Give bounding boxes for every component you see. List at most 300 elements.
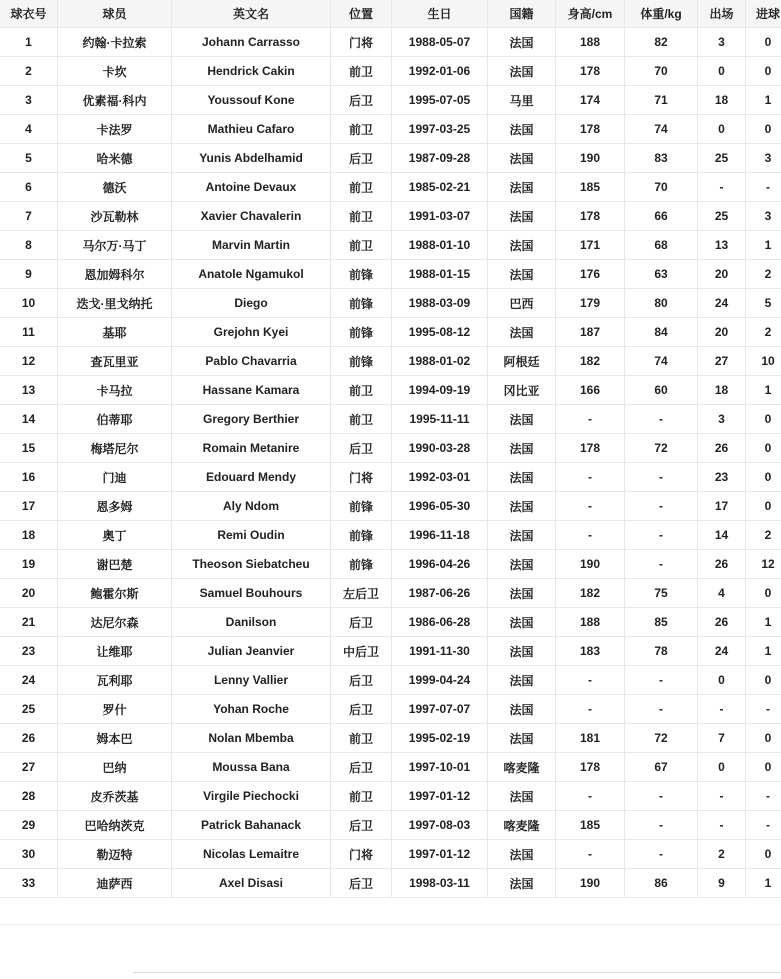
table-cell: 法国 <box>488 405 556 434</box>
column-header-10: 进球 <box>746 0 781 28</box>
table-cell: 18 <box>0 521 58 550</box>
table-cell: 左后卫 <box>331 579 392 608</box>
table-cell: 2 <box>0 57 58 86</box>
table-cell: 26 <box>698 550 746 579</box>
table-cell: - <box>625 492 698 521</box>
table-cell: 前卫 <box>331 376 392 405</box>
footer-divider <box>133 972 781 973</box>
table-row <box>0 579 781 608</box>
table-cell: - <box>698 782 746 811</box>
table-row <box>0 405 781 434</box>
table-cell: 21 <box>0 608 58 637</box>
table-cell: 178 <box>556 434 625 463</box>
table-cell: 法国 <box>488 579 556 608</box>
table-row <box>0 521 781 550</box>
header-row <box>0 0 781 28</box>
table-row <box>0 347 781 376</box>
table-cell: 1996-11-18 <box>392 521 488 550</box>
table-cell: 63 <box>625 260 698 289</box>
table-cell: 3 <box>746 202 781 231</box>
table-cell: 前卫 <box>331 173 392 202</box>
table-cell: 20 <box>698 260 746 289</box>
table-cell: 奥丁 <box>58 521 172 550</box>
table-cell: 前锋 <box>331 550 392 579</box>
table-cell: 2 <box>746 318 781 347</box>
table-cell: 恩多姆 <box>58 492 172 521</box>
table-cell: 27 <box>698 347 746 376</box>
table-cell: 1997-08-03 <box>392 811 488 840</box>
column-header-1: 球衣号 <box>0 0 58 28</box>
table-cell: 0 <box>698 666 746 695</box>
table-cell: - <box>625 811 698 840</box>
table-cell: - <box>698 173 746 202</box>
table-cell: 1986-06-28 <box>392 608 488 637</box>
table-row <box>0 260 781 289</box>
table-cell: 187 <box>556 318 625 347</box>
table-cell: 前卫 <box>331 782 392 811</box>
table-cell: Marvin Martin <box>172 231 331 260</box>
table-cell: 马里 <box>488 86 556 115</box>
table-cell: 17 <box>0 492 58 521</box>
table-cell: 迪萨西 <box>58 869 172 898</box>
table-cell: Pablo Chavarria <box>172 347 331 376</box>
table-cell: 法国 <box>488 144 556 173</box>
table-cell: 1 <box>746 231 781 260</box>
table-cell: 67 <box>625 753 698 782</box>
table-cell: 181 <box>556 724 625 753</box>
table-cell: 法国 <box>488 840 556 869</box>
table-cell: 26 <box>698 608 746 637</box>
table-cell: 前卫 <box>331 231 392 260</box>
table-cell: Yunis Abdelhamid <box>172 144 331 173</box>
table-cell: - <box>556 695 625 724</box>
table-cell: 179 <box>556 289 625 318</box>
table-cell: 25 <box>0 695 58 724</box>
table-cell: Edouard Mendy <box>172 463 331 492</box>
table-cell: 后卫 <box>331 753 392 782</box>
table-cell: - <box>556 463 625 492</box>
table-cell: 70 <box>625 57 698 86</box>
table-cell: 1997-03-25 <box>392 115 488 144</box>
table-cell: 185 <box>556 811 625 840</box>
table-cell: 后卫 <box>331 86 392 115</box>
table-cell: 后卫 <box>331 869 392 898</box>
table-cell: 188 <box>556 608 625 637</box>
table-cell: Remi Oudin <box>172 521 331 550</box>
table-cell: 4 <box>0 115 58 144</box>
table-cell: 12 <box>0 347 58 376</box>
table-row <box>0 666 781 695</box>
table-cell: 0 <box>698 753 746 782</box>
table-cell: Hendrick Cakin <box>172 57 331 86</box>
table-cell: 85 <box>625 608 698 637</box>
table-cell: 1991-03-07 <box>392 202 488 231</box>
table-cell: 3 <box>0 86 58 115</box>
table-cell: 166 <box>556 376 625 405</box>
table-cell: 12 <box>746 550 781 579</box>
table-cell: 法国 <box>488 521 556 550</box>
table-cell: 18 <box>698 86 746 115</box>
table-row <box>0 28 781 57</box>
table-cell: 80 <box>625 289 698 318</box>
table-cell: 门将 <box>331 840 392 869</box>
table-cell: 1988-05-07 <box>392 28 488 57</box>
table-cell: 171 <box>556 231 625 260</box>
table-cell: - <box>625 463 698 492</box>
table-cell: Grejohn Kyei <box>172 318 331 347</box>
table-cell: Romain Metanire <box>172 434 331 463</box>
table-cell: 法国 <box>488 666 556 695</box>
table-cell: 27 <box>0 753 58 782</box>
table-cell: 阿根廷 <box>488 347 556 376</box>
table-cell: 瓦利耶 <box>58 666 172 695</box>
table-cell: Xavier Chavalerin <box>172 202 331 231</box>
table-cell: Mathieu Cafaro <box>172 115 331 144</box>
table-cell: 1988-01-10 <box>392 231 488 260</box>
table-cell: 后卫 <box>331 144 392 173</box>
table-cell: 70 <box>625 173 698 202</box>
table-cell: 66 <box>625 202 698 231</box>
table-cell: 法国 <box>488 608 556 637</box>
table-cell: 1997-07-07 <box>392 695 488 724</box>
table-cell: 0 <box>746 492 781 521</box>
table-row <box>0 811 781 840</box>
table-cell: 中后卫 <box>331 637 392 666</box>
table-cell: 1991-11-30 <box>392 637 488 666</box>
table-row <box>0 202 781 231</box>
table-cell: 7 <box>0 202 58 231</box>
table-cell: 2 <box>698 840 746 869</box>
table-cell: 巴哈纳茨克 <box>58 811 172 840</box>
table-cell: 0 <box>698 57 746 86</box>
table-cell: - <box>625 666 698 695</box>
table-cell: 1994-09-19 <box>392 376 488 405</box>
table-row <box>0 289 781 318</box>
table-cell: 前锋 <box>331 260 392 289</box>
table-cell: 查瓦里亚 <box>58 347 172 376</box>
column-header-4: 位置 <box>331 0 392 28</box>
table-cell: 11 <box>0 318 58 347</box>
table-cell: 法国 <box>488 57 556 86</box>
table-cell: 0 <box>746 115 781 144</box>
table-cell: 25 <box>698 144 746 173</box>
table-cell: 176 <box>556 260 625 289</box>
table-cell: 74 <box>625 347 698 376</box>
table-cell: 1988-01-02 <box>392 347 488 376</box>
table-cell: 4 <box>698 579 746 608</box>
table-row <box>0 318 781 347</box>
table-cell: 2 <box>746 260 781 289</box>
column-header-6: 国籍 <box>488 0 556 28</box>
table-cell: 巴纳 <box>58 753 172 782</box>
table-cell: Patrick Bahanack <box>172 811 331 840</box>
table-cell: 18 <box>698 376 746 405</box>
table-cell: 后卫 <box>331 608 392 637</box>
table-cell: 法国 <box>488 28 556 57</box>
table-cell: 喀麦隆 <box>488 811 556 840</box>
table-cell: 15 <box>0 434 58 463</box>
table-cell: 1988-03-09 <box>392 289 488 318</box>
table-cell: 前卫 <box>331 405 392 434</box>
table-cell: 26 <box>0 724 58 753</box>
table-row <box>0 492 781 521</box>
table-cell: 皮乔茨基 <box>58 782 172 811</box>
table-cell: 门迪 <box>58 463 172 492</box>
table-cell: 鲍霍尔斯 <box>58 579 172 608</box>
table-cell: - <box>746 782 781 811</box>
section-divider <box>0 924 781 925</box>
table-row <box>0 115 781 144</box>
table-row <box>0 144 781 173</box>
table-cell: 23 <box>698 463 746 492</box>
table-cell: 法国 <box>488 231 556 260</box>
table-cell: 梅塔尼尔 <box>58 434 172 463</box>
table-cell: 1995-08-12 <box>392 318 488 347</box>
table-cell: Johann Carrasso <box>172 28 331 57</box>
table-cell: 7 <box>698 724 746 753</box>
table-cell: 卡马拉 <box>58 376 172 405</box>
table-row <box>0 231 781 260</box>
table-cell: 1999-04-24 <box>392 666 488 695</box>
table-cell: 1990-03-28 <box>392 434 488 463</box>
column-header-2: 球员 <box>58 0 172 28</box>
table-cell: 罗什 <box>58 695 172 724</box>
table-row <box>0 753 781 782</box>
table-cell: 0 <box>746 579 781 608</box>
table-header <box>0 0 781 28</box>
table-cell: 1997-01-12 <box>392 782 488 811</box>
column-header-3: 英文名 <box>172 0 331 28</box>
table-cell: 10 <box>0 289 58 318</box>
table-cell: 1 <box>746 869 781 898</box>
table-cell: 8 <box>0 231 58 260</box>
table-cell: 1995-07-05 <box>392 86 488 115</box>
table-cell: 卡坎 <box>58 57 172 86</box>
table-cell: - <box>556 840 625 869</box>
table-cell: 达尼尔森 <box>58 608 172 637</box>
column-header-8: 体重/kg <box>625 0 698 28</box>
table-cell: - <box>556 521 625 550</box>
table-cell: 0 <box>746 28 781 57</box>
table-cell: 26 <box>698 434 746 463</box>
table-row <box>0 637 781 666</box>
table-cell: 勒迈特 <box>58 840 172 869</box>
table-cell: 前锋 <box>331 289 392 318</box>
table-cell: 姆本巴 <box>58 724 172 753</box>
table-cell: 1992-03-01 <box>392 463 488 492</box>
table-cell: 72 <box>625 724 698 753</box>
table-cell: 0 <box>746 57 781 86</box>
table-cell: - <box>625 782 698 811</box>
table-cell: 法国 <box>488 550 556 579</box>
table-cell: 178 <box>556 202 625 231</box>
table-cell: 法国 <box>488 260 556 289</box>
table-cell: Axel Disasi <box>172 869 331 898</box>
table-cell: 24 <box>698 289 746 318</box>
table-cell: 13 <box>698 231 746 260</box>
table-cell: 迭戈·里戈纳托 <box>58 289 172 318</box>
table-cell: - <box>625 695 698 724</box>
table-cell: 190 <box>556 550 625 579</box>
table-row <box>0 86 781 115</box>
table-cell: - <box>698 811 746 840</box>
table-cell: 5 <box>0 144 58 173</box>
table-cell: 1996-04-26 <box>392 550 488 579</box>
table-cell: 后卫 <box>331 434 392 463</box>
table-cell: 巴西 <box>488 289 556 318</box>
table-cell: 0 <box>746 434 781 463</box>
table-cell: 法国 <box>488 115 556 144</box>
table-cell: 3 <box>746 144 781 173</box>
table-cell: - <box>556 492 625 521</box>
table-row <box>0 840 781 869</box>
table-cell: 178 <box>556 115 625 144</box>
table-row <box>0 434 781 463</box>
table-cell: 68 <box>625 231 698 260</box>
table-cell: 1997-10-01 <box>392 753 488 782</box>
table-cell: 沙瓦勒林 <box>58 202 172 231</box>
table-cell: 84 <box>625 318 698 347</box>
table-cell: 基耶 <box>58 318 172 347</box>
table-cell: 1988-01-15 <box>392 260 488 289</box>
table-cell: 3 <box>698 28 746 57</box>
table-cell: 后卫 <box>331 695 392 724</box>
table-cell: 182 <box>556 579 625 608</box>
table-cell: 2 <box>746 521 781 550</box>
table-cell: 法国 <box>488 724 556 753</box>
table-cell: 1992-01-06 <box>392 57 488 86</box>
table-cell: 法国 <box>488 463 556 492</box>
table-cell: 1995-02-19 <box>392 724 488 753</box>
column-header-9: 出场 <box>698 0 746 28</box>
table-cell: 约翰·卡拉索 <box>58 28 172 57</box>
table-cell: 喀麦隆 <box>488 753 556 782</box>
table-cell: 优素福·科内 <box>58 86 172 115</box>
table-cell: 75 <box>625 579 698 608</box>
table-cell: 190 <box>556 869 625 898</box>
table-row <box>0 550 781 579</box>
table-cell: 1 <box>746 637 781 666</box>
column-header-5: 生日 <box>392 0 488 28</box>
table-cell: - <box>698 695 746 724</box>
table-cell: 86 <box>625 869 698 898</box>
table-cell: 33 <box>0 869 58 898</box>
table-cell: 20 <box>0 579 58 608</box>
table-cell: Moussa Bana <box>172 753 331 782</box>
table-cell: 78 <box>625 637 698 666</box>
table-cell: 178 <box>556 753 625 782</box>
table-cell: 83 <box>625 144 698 173</box>
table-cell: 0 <box>698 115 746 144</box>
table-cell: 前锋 <box>331 521 392 550</box>
table-cell: 182 <box>556 347 625 376</box>
table-cell: Hassane Kamara <box>172 376 331 405</box>
table-cell: 恩加姆科尔 <box>58 260 172 289</box>
table-row <box>0 463 781 492</box>
table-cell: 9 <box>0 260 58 289</box>
table-cell: 30 <box>0 840 58 869</box>
table-cell: 前锋 <box>331 492 392 521</box>
table-cell: Diego <box>172 289 331 318</box>
table-row <box>0 695 781 724</box>
table-cell: - <box>556 405 625 434</box>
table-cell: Theoson Siebatcheu <box>172 550 331 579</box>
table-cell: 谢巴楚 <box>58 550 172 579</box>
table-cell: 60 <box>625 376 698 405</box>
table-cell: 门将 <box>331 463 392 492</box>
table-cell: - <box>556 782 625 811</box>
table-cell: Virgile Piechocki <box>172 782 331 811</box>
table-cell: 卡法罗 <box>58 115 172 144</box>
table-cell: 后卫 <box>331 666 392 695</box>
table-cell: 174 <box>556 86 625 115</box>
table-cell: 前锋 <box>331 347 392 376</box>
table-cell: - <box>625 840 698 869</box>
table-cell: Aly Ndom <box>172 492 331 521</box>
table-cell: 前锋 <box>331 318 392 347</box>
table-cell: 178 <box>556 57 625 86</box>
table-cell: 14 <box>698 521 746 550</box>
table-row <box>0 376 781 405</box>
table-cell: - <box>556 666 625 695</box>
table-row <box>0 782 781 811</box>
table-cell: 16 <box>0 463 58 492</box>
table-cell: 3 <box>698 405 746 434</box>
table-cell: 23 <box>0 637 58 666</box>
table-cell: 法国 <box>488 782 556 811</box>
table-cell: Anatole Ngamukol <box>172 260 331 289</box>
table-cell: 哈米德 <box>58 144 172 173</box>
table-cell: 1 <box>0 28 58 57</box>
table-cell: 28 <box>0 782 58 811</box>
table-cell: 25 <box>698 202 746 231</box>
table-cell: 法国 <box>488 173 556 202</box>
table-cell: 5 <box>746 289 781 318</box>
table-cell: 法国 <box>488 695 556 724</box>
table-cell: 0 <box>746 666 781 695</box>
table-row <box>0 173 781 202</box>
table-cell: - <box>625 405 698 434</box>
table-cell: 1996-05-30 <box>392 492 488 521</box>
table-cell: 法国 <box>488 434 556 463</box>
table-cell: 冈比亚 <box>488 376 556 405</box>
table-cell: 13 <box>0 376 58 405</box>
table-cell: 法国 <box>488 637 556 666</box>
table-cell: 让维耶 <box>58 637 172 666</box>
table-cell: Antoine Devaux <box>172 173 331 202</box>
table-cell: 1 <box>746 376 781 405</box>
table-cell: 1995-11-11 <box>392 405 488 434</box>
table-cell: 0 <box>746 753 781 782</box>
table-cell: 14 <box>0 405 58 434</box>
table-cell: Samuel Bouhours <box>172 579 331 608</box>
table-cell: 188 <box>556 28 625 57</box>
table-cell: Yohan Roche <box>172 695 331 724</box>
table-cell: 24 <box>698 637 746 666</box>
table-cell: 74 <box>625 115 698 144</box>
table-cell: 法国 <box>488 202 556 231</box>
table-cell: 0 <box>746 463 781 492</box>
table-cell: 72 <box>625 434 698 463</box>
table-cell: 法国 <box>488 318 556 347</box>
table-cell: 20 <box>698 318 746 347</box>
table-row <box>0 724 781 753</box>
table-cell: 前卫 <box>331 724 392 753</box>
table-cell: 1985-02-21 <box>392 173 488 202</box>
table-cell: - <box>625 550 698 579</box>
table-cell: Lenny Vallier <box>172 666 331 695</box>
table-cell: 0 <box>746 724 781 753</box>
